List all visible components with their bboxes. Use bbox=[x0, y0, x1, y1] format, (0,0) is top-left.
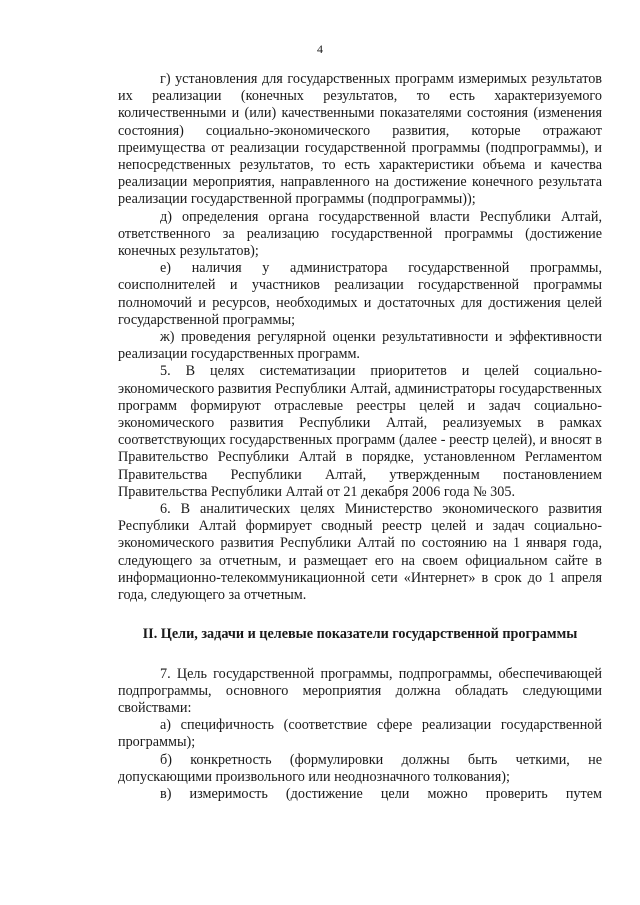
paragraph-6: 6. В аналитических целях Министерство экономического развития Республики Алтай формирует сводный реестр целей и задач социально-экономического развития Республики Алтай по состоянию на 1 января года, следующего за отчетным, и размещает его на своем официальном сайте в информационно-телекоммуникационной сети «Интернет» в срок до 1 апреля года, следующего за отчетным. bbox=[118, 501, 602, 604]
paragraph-a: а) специфичность (соответствие сфере реализации государственной программы); bbox=[118, 717, 602, 751]
paragraph-b: б) конкретность (формулировки должны быть четкими, не допускающими произвольного или неоднозначного толкования); bbox=[118, 751, 602, 785]
paragraph-d: д) определения органа государственной власти Республики Алтай, ответственного за реализацию государственной программы (достижение конечных результатов); bbox=[118, 208, 602, 260]
paragraph-v: в) измеримость (достижение цели можно проверить путем bbox=[160, 785, 602, 802]
paragraph-e: е) наличия у администратора государственной программы, соисполнителей и участников реализации государственной программы полномочий и ресурсов, необходимых и достаточных для достижения целей государственной программы; bbox=[118, 260, 602, 328]
paragraph-g: г) установления для государственных программ измеримых результатов их реализации (конечных результатов, то есть характеризуемого количественными и (или) качественными показателями состояния (изменения состояния) социально-экономического развития, которые отражают преимущества от реализации государственной программы (подпрограммы), и непосредственных результатов, то есть характеристики объема и качества реализации мероприятия, направленного на достижение конечного результата реализации государственной программы (подпрограммы)); bbox=[118, 71, 602, 208]
document-body bbox=[118, 71, 602, 803]
paragraph-7: 7. Цель государственной программы, подпрограммы, обеспечивающей подпрограммы, основного мероприятия должна обладать следующими свойствами: bbox=[118, 665, 602, 716]
paragraph-zh: ж) проведения регулярной оценки результативности и эффективности реализации государственных программ. bbox=[118, 329, 602, 363]
paragraph-5: 5. В целях систематизации приоритетов и целей социально-экономического развития Республики Алтай, администраторы государственных программ формируют отраслевые реестры целей и задач социально-экономического развития Республики Алтай, реализуемых в рамках соответствующих государственных программ (далее - реестр целей), и вносят в Правительство Республики Алтай в порядке, установленном Регламентом Правительства Республики Алтай, утвержденным постановлением Правительства Республики Алтай от 21 декабря 2006 года № 305. bbox=[118, 363, 602, 500]
section-heading: II. Цели, задачи и целевые показатели государственной программы bbox=[142, 626, 578, 643]
page-number: 4 bbox=[317, 42, 323, 56]
